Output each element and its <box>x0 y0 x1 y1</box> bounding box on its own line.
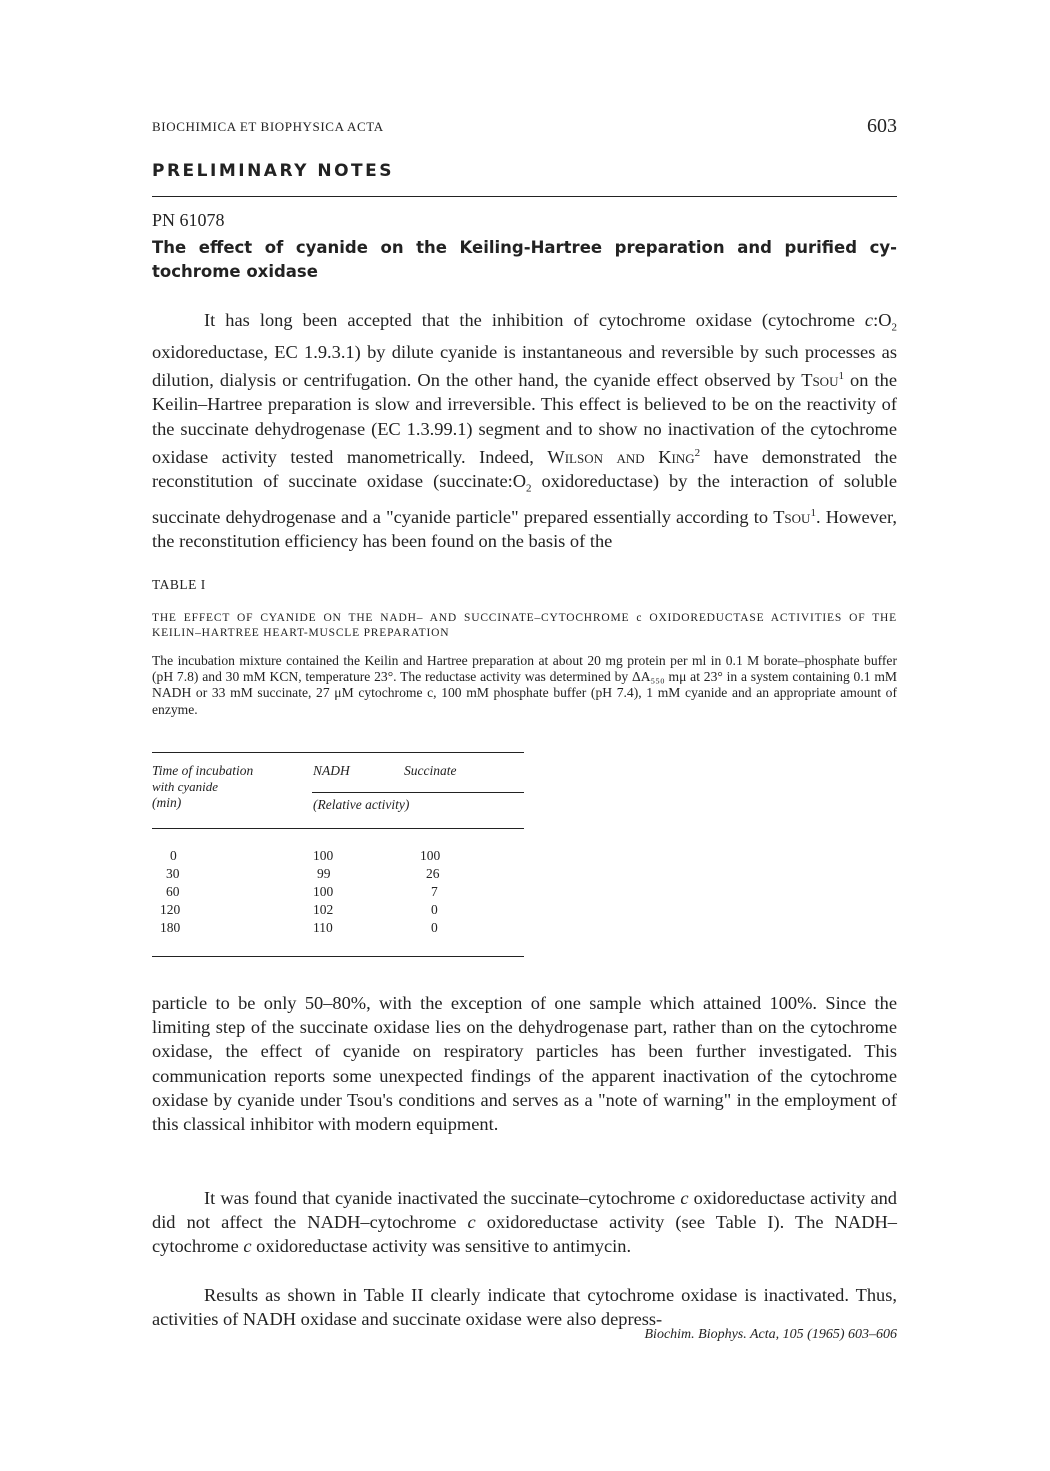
header-succinate: Succinate <box>404 763 457 778</box>
italic-c: c <box>864 310 874 330</box>
cell-nadh: 102 <box>313 902 334 917</box>
header-time: (min) <box>152 795 182 810</box>
text-run: have demonstrated the reconstitution of succinate oxidase (succinate:O <box>152 446 897 492</box>
cell-succinate: 0 <box>431 902 438 917</box>
subscript: 2 <box>526 482 532 495</box>
header-time: with cyanide <box>152 779 219 794</box>
author-name: Tsou <box>773 507 811 528</box>
cell-nadh: 99 <box>317 866 331 881</box>
running-head <box>152 117 897 141</box>
italic-c: c <box>467 1212 476 1233</box>
cell-time: 0 <box>170 848 177 863</box>
text-run: . However, the reconstitution efficiency has been found on the basis of the <box>152 507 897 552</box>
italic-c: c <box>680 1188 689 1208</box>
cell-nadh: 110 <box>313 920 333 935</box>
paragraph-results-table2: Results as shown in Table II clearly indicate that cytochrome oxidase is inactivated. Thus, activities of NADH oxidase and succinate oxidase were also depress- <box>152 1285 897 1330</box>
paragraph-results-table1 <box>152 1186 897 1259</box>
table-label: TABLE I <box>152 577 206 592</box>
header-span-rule <box>312 792 524 793</box>
author-name: Tsou <box>801 370 839 391</box>
cell-nadh: 100 <box>313 884 334 899</box>
text-run: It was found that cyanide inactivated the succinate–cytochrome <box>204 1188 681 1208</box>
cell-time: 120 <box>160 902 181 917</box>
reference-marker: 1 <box>838 370 844 383</box>
cell-time: 60 <box>166 884 180 899</box>
citation-footer: Biochim. Biophys. Acta, 105 (1965) 603–606 <box>644 1327 897 1342</box>
article-title: The effect of cyanide on the Keiling-Hartree preparation and purified cy-tochrome oxidase <box>152 238 897 281</box>
note-number: PN 61078 <box>152 210 225 230</box>
text-run: oxidoreductase activity and did not affect the NADH–cytochrome <box>152 1188 898 1233</box>
text-run: It has long been accepted that the inhibition of cytochrome oxidase (cytochrome <box>204 310 865 330</box>
author-name: Wilson and King <box>547 446 695 467</box>
cell-succinate: 100 <box>420 848 441 863</box>
cell-time: 180 <box>160 920 181 935</box>
header-time: Time of incubation <box>152 763 254 778</box>
header-span: (Relative activity) <box>313 797 410 812</box>
cell-time: 30 <box>166 866 180 881</box>
text-run: oxidoreductase, EC 1.9.3.1) by dilute cyanide is instantaneous and reversible by such processes as dilution, dialysis or centrifugation. On the other hand, the cyanide effect observed by <box>152 341 897 391</box>
reference-marker: 1 <box>810 507 816 520</box>
page-number: 603 <box>867 115 897 137</box>
text-run: on the Keilin–Hartree preparation is slow and irreversible. This effect is believed to be on the reactivity of the succinate dehydrogenase (EC 1.3.99.1) segment and to show no inactivation of the cytochrome oxidase activity tested manometrically. Indeed, <box>152 370 897 467</box>
header-nadh: NADH <box>313 763 350 778</box>
text-run: oxidoreductase activity (see Table I). The NADH–cytochrome <box>152 1212 897 1257</box>
header-bottom-rule <box>152 828 524 829</box>
cell-succinate: 0 <box>431 920 438 935</box>
cell-nadh: 100 <box>313 848 334 863</box>
text-run: oxidoreductase) by the interaction of soluble succinate dehydrogenase and a "cyanide particle" prepared essentially according to <box>152 471 897 528</box>
section-heading: PRELIMINARY NOTES <box>152 161 394 181</box>
paragraph-continued: particle to be only 50–80%, with the exception of one sample which attained 100%. Since the limiting step of the succinate oxidase lies on the dehydrogenase part, rather than on the cytochrome oxidase, the effect of cyanide on respiratory particles has been further investigated. This communication reports some unexpected findings of the apparent inactivation of the cytochrome oxidase by cyanide under Tsou's conditions and serves as a "note of warning" in the employment of this classical inhibitor with modern equipment. <box>152 993 897 1135</box>
section-rule <box>152 196 897 197</box>
table-top-rule <box>152 752 524 753</box>
cell-succinate: 26 <box>426 866 440 881</box>
italic-c: c <box>243 1236 252 1257</box>
data-table <box>152 752 524 960</box>
subscript: 2 <box>891 321 897 334</box>
paragraph-intro <box>152 308 897 554</box>
text-run: oxidoreductase activity was sensitive to antimycin. <box>251 1236 632 1257</box>
table-title: THE EFFECT OF CYANIDE ON THE NADH– AND SUCCINATE–CYTOCHROME c OXIDOREDUCTASE ACTIVITIES OF THE KEILIN–HARTREE HEART-MUSCLE PREPARATION <box>152 612 897 639</box>
cell-succinate: 7 <box>431 884 438 899</box>
reference-marker: 2 <box>694 446 701 459</box>
table-caption: The incubation mixture contained the Keilin and Hartree preparation at about 20 mg protein per ml in 0.1 M borate–phosphate buffer (pH 7.8) and 30 mM KCN, temperature 23°. The reductase activity was determined by ΔA₅₅₀ mμ at 23° in a system containing 0.1 mM NADH or 33 mM succinate, 27 μM cytochrome c, 100 mM phosphate buffer (pH 7.4), 1 mM cyanide and an appropriate amount of enzyme. <box>152 653 897 717</box>
journal-name: BIOCHIMICA ET BIOPHYSICA ACTA <box>152 119 384 134</box>
table-bottom-rule <box>152 956 524 957</box>
text-run: :O <box>873 310 892 330</box>
